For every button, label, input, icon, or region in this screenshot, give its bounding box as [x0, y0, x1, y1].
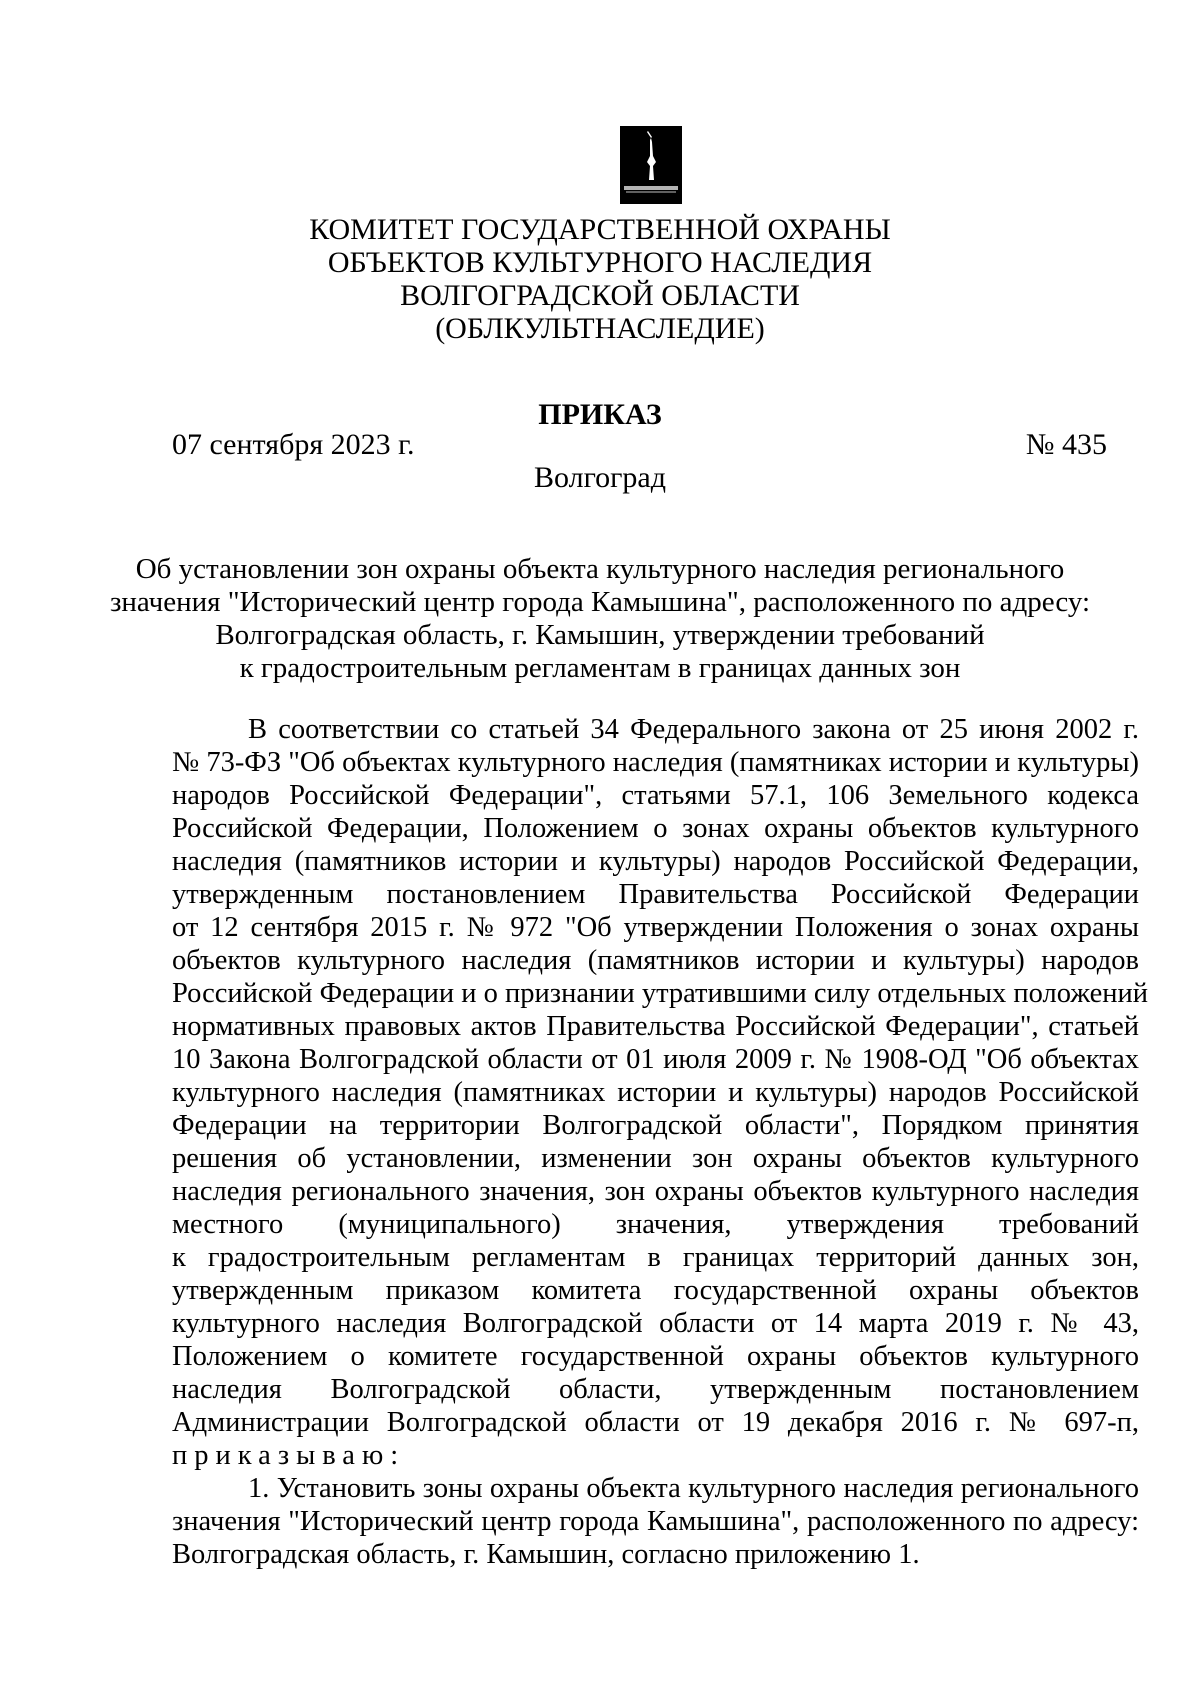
- subject-line: Волгоградская область, г. Камышин, утверждении требований: [215, 619, 985, 651]
- body-line: Федерации на территории Волгоградской области", Порядком принятия: [172, 1110, 1139, 1141]
- item-1-line: 1. Установить зоны охраны объекта культурного наследия регионального: [248, 1473, 1139, 1504]
- org-name-line-3: ВОЛГОГРАДСКОЙ ОБЛАСТИ: [400, 279, 800, 312]
- subject-line: Об установлении зон охраны объекта культурного наследия регионального: [135, 553, 1065, 585]
- subject-line: значения "Исторический центр города Камышина", расположенного по адресу:: [109, 586, 1091, 618]
- body-line: 10 Закона Волгоградской области от 01 июля 2009 г. № 1908-ОД "Об объектах: [172, 1044, 1139, 1075]
- body-line: наследия Волгоградской области, утвержденным постановлением: [172, 1374, 1139, 1405]
- org-name-line-2: ОБЪЕКТОВ КУЛЬТУРНОГО НАСЛЕДИЯ: [327, 246, 873, 279]
- body-line: утвержденным приказом комитета государственной охраны объектов: [172, 1275, 1139, 1306]
- body-line: нормативных правовых актов Правительства Российской Федерации", статьей: [172, 1011, 1139, 1042]
- body-line: к градостроительным регламентам в границах территорий данных зон,: [172, 1242, 1139, 1273]
- body-line: № 73-ФЗ "Об объектах культурного наследия (памятниках истории и культуры): [172, 747, 1140, 778]
- coat-of-arms-emblem: [620, 126, 682, 208]
- body-line: культурного наследия Волгоградской области от 14 марта 2019 г. № 43,: [172, 1308, 1139, 1339]
- body-line: народов Российской Федерации", статьями 57.1, 106 Земельного кодекса: [172, 780, 1139, 811]
- body-line: решения об установлении, изменении зон охраны объектов культурного: [172, 1143, 1139, 1174]
- body-line: местного (муниципального) значения, утверждения требований: [172, 1209, 1139, 1240]
- item-1-line: Волгоградская область, г. Камышин, согласно приложению 1.: [172, 1539, 920, 1570]
- body-line: наследия регионального значения, зон охраны объектов культурного наследия: [172, 1176, 1139, 1207]
- document-title: ПРИКАЗ: [538, 398, 662, 431]
- org-name-line-1: КОМИТЕТ ГОСУДАРСТВЕННОЙ ОХРАНЫ: [309, 213, 891, 246]
- body-line: объектов культурного наследия (памятников истории и культуры) народов: [172, 945, 1139, 976]
- subject-line: к градостроительным регламентам в границах данных зон: [239, 652, 961, 684]
- order-date: 07 сентября 2023 г.: [172, 428, 415, 461]
- order-verb: приказываю:: [172, 1440, 406, 1471]
- body-line: В соответствии со статьей 34 Федерального закона от 25 июня 2002 г.: [248, 714, 1139, 745]
- order-city: Волгоград: [533, 461, 667, 494]
- order-number: № 435: [1025, 428, 1107, 461]
- body-line: Российской Федерации и о признании утратившими силу отдельных положений: [172, 978, 1149, 1009]
- body-line: от 12 сентября 2015 г. № 972 "Об утверждении Положения о зонах охраны: [172, 912, 1139, 943]
- body-line: наследия (памятников истории и культуры) народов Российской Федерации,: [172, 846, 1139, 877]
- body-line: Администрации Волгоградской области от 19 декабря 2016 г. № 697-п,: [172, 1407, 1139, 1438]
- body-line: культурного наследия (памятниках истории и культуры) народов Российской: [172, 1077, 1139, 1108]
- body-line: Российской Федерации, Положением о зонах охраны объектов культурного: [172, 813, 1139, 844]
- org-name-line-4: (ОБЛКУЛЬТНАСЛЕДИЕ): [435, 312, 765, 345]
- body-line: утвержденным постановлением Правительства Российской Федерации: [172, 879, 1139, 910]
- body-line: Положением о комитете государственной охраны объектов культурного: [172, 1341, 1139, 1372]
- item-1-line: значения "Исторический центр города Камышина", расположенного по адресу:: [172, 1506, 1139, 1537]
